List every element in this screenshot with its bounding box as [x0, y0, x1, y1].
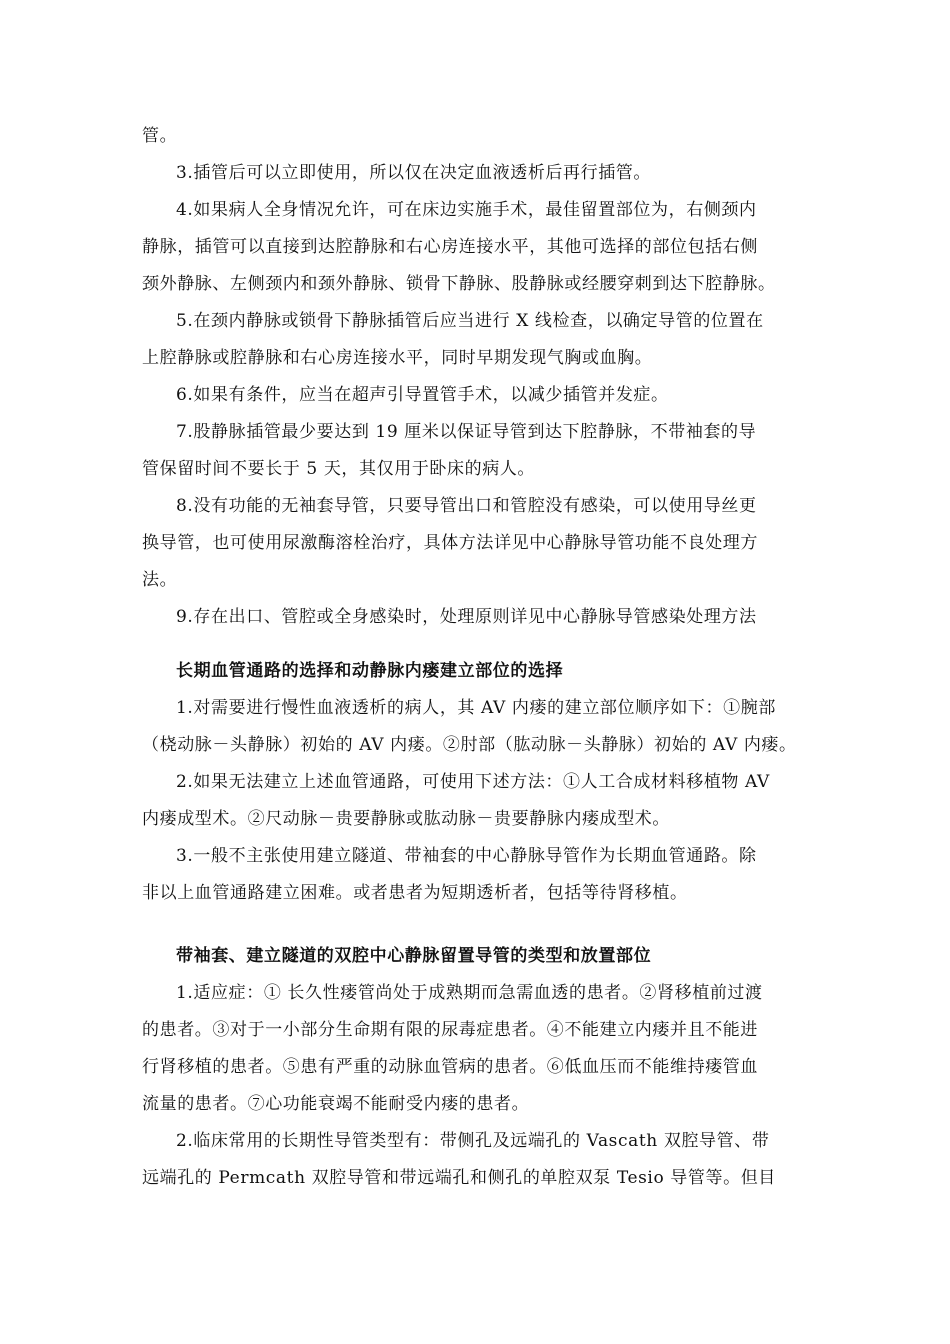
section-cuffed-catheter — [142, 938, 812, 1197]
section-catheter-notes — [142, 118, 812, 636]
paragraph-line: 换导管，也可使用尿激酶溶栓治疗，具体方法详见中心静脉导管功能不良处理方 — [142, 533, 758, 553]
paragraph-line: 静脉，插管可以直接到达腔静脉和右心房连接水平，其他可选择的部位包括右侧 — [142, 237, 758, 257]
section-heading: 长期血管通路的选择和动静脉内瘘建立部位的选择 — [176, 661, 564, 681]
paragraph-line: 行肾移植的患者。⑤患有严重的动脉血管病的患者。⑥低血压而不能维持瘘管血 — [142, 1057, 758, 1077]
paragraph-line: 上腔静脉或腔静脉和右心房连接水平，同时早期发现气胸或血胸。 — [142, 348, 653, 368]
paragraph-line: （桡动脉－头静脉）初始的 AV 内瘘。②肘部（肱动脉－头静脉）初始的 AV 内瘘。 — [142, 735, 797, 755]
section-long-term-access — [142, 653, 812, 912]
paragraph-line: 3.插管后可以立即使用，所以仅在决定血液透析后再行插管。 — [176, 163, 652, 183]
paragraph-line: 3.一般不主张使用建立隧道、带袖套的中心静脉导管作为长期血管通路。除 — [176, 846, 757, 866]
section-heading: 带袖套、建立隧道的双腔中心静脉留置导管的类型和放置部位 — [176, 946, 652, 966]
paragraph-line: 7.股静脉插管最少要达到 19 厘米以保证导管到达下腔静脉，不带袖套的导 — [176, 422, 757, 442]
paragraph-line: 6.如果有条件，应当在超声引导置管手术，以减少插管并发症。 — [176, 385, 669, 405]
paragraph-line: 流量的患者。⑦心功能衰竭不能耐受内瘘的患者。 — [142, 1094, 530, 1114]
paragraph-line: 4.如果病人全身情况允许，可在床边实施手术，最佳留置部位为，右侧颈内 — [176, 200, 757, 220]
paragraph-line: 颈外静脉、左侧颈内和颈外静脉、锁骨下静脉、股静脉或经腰穿刺到达下腔静脉。 — [142, 274, 776, 294]
paragraph-line: 法。 — [142, 570, 178, 590]
paragraph-line: 管。 — [142, 126, 178, 146]
paragraph-line: 5.在颈内静脉或锁骨下静脉插管后应当进行 X 线检查，以确定导管的位置在 — [176, 311, 764, 331]
paragraph-line: 1.对需要进行慢性血液透析的病人，其 AV 内瘘的建立部位顺序如下：①腕部 — [176, 698, 776, 718]
paragraph-line: 9.存在出口、管腔或全身感染时，处理原则详见中心静脉导管感染处理方法 — [176, 607, 757, 627]
paragraph-line: 非以上血管通路建立困难。或者患者为短期透析者，包括等待肾移植。 — [142, 883, 688, 903]
paragraph-line: 远端孔的 Permcath 双腔导管和带远端孔和侧孔的单腔双泵 Tesio 导管等。但目 — [142, 1168, 776, 1188]
paragraph-line: 管保留时间不要长于 5 天，其仅用于卧床的病人。 — [142, 459, 536, 479]
paragraph-line: 2.如果无法建立上述血管通路，可使用下述方法：①人工合成材料移植物 AV — [176, 772, 770, 792]
paragraph-line: 的患者。③对于一小部分生命期有限的尿毒症患者。④不能建立内瘘并且不能进 — [142, 1020, 758, 1040]
paragraph-line: 1.适应症：① 长久性瘘管尚处于成熟期而急需血透的患者。②肾移植前过渡 — [176, 983, 763, 1003]
paragraph-line: 8.没有功能的无袖套导管，只要导管出口和管腔没有感染，可以使用导丝更 — [176, 496, 757, 516]
paragraph-line: 2.临床常用的长期性导管类型有：带侧孔及远端孔的 Vascath 双腔导管、带 — [176, 1131, 770, 1151]
paragraph-line: 内瘘成型术。②尺动脉－贵要静脉或肱动脉－贵要静脉内瘘成型术。 — [142, 809, 670, 829]
